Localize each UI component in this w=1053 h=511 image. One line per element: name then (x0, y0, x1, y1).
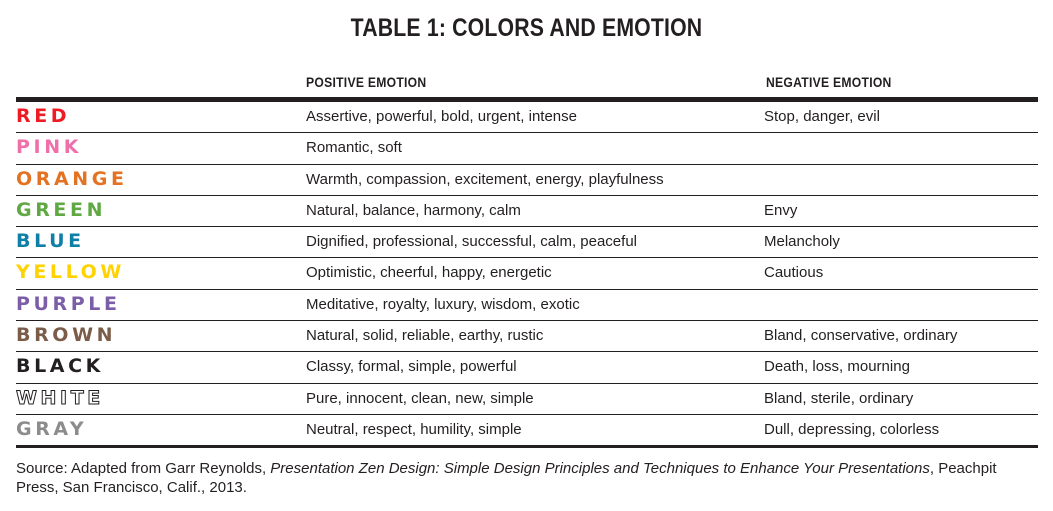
table-row-black (16, 352, 1038, 383)
color-name-green: GREEN (16, 198, 107, 221)
table-row-yellow (16, 258, 1038, 289)
table-row-green (16, 196, 1038, 227)
table-row-orange (16, 165, 1038, 196)
negative-emotion-header: NEGATIVE EMOTION (766, 75, 892, 90)
color-name-pink: PINK (16, 136, 83, 159)
color-name-red: RED (16, 105, 71, 127)
table-row-blue (16, 227, 1038, 258)
table-title: TABLE 1: COLORS AND EMOTION (350, 14, 703, 42)
color-name-black: BLACK (16, 355, 104, 378)
table-row-purple (16, 290, 1038, 321)
negative-emotion-cell: Death, loss, mourning (764, 358, 910, 376)
positive-emotion-cell: Warmth, compassion, excitement, energy, playfulness (306, 170, 664, 188)
color-name-purple: PURPLE (16, 292, 121, 315)
positive-emotion-cell: Natural, solid, reliable, earthy, rustic (306, 327, 544, 345)
positive-emotion-cell: Romantic, soft (306, 139, 402, 157)
positive-emotion-cell: Assertive, powerful, bold, urgent, intense (306, 108, 577, 125)
table-row-red (16, 102, 1038, 133)
color-name-orange: ORANGE (16, 167, 128, 190)
negative-emotion-cell: Cautious (764, 264, 824, 282)
source-prefix: Source: Adapted from Garr Reynolds, (16, 460, 271, 477)
positive-emotion-cell: Dignified, professional, successful, calm, peaceful (306, 233, 637, 251)
color-name-yellow: YELLOW (16, 261, 125, 284)
color-name-gray: GRAY (16, 417, 88, 440)
positive-emotion-cell: Classy, formal, simple, powerful (306, 358, 517, 376)
positive-emotion-cell: Optimistic, cheerful, happy, energetic (306, 264, 552, 282)
table-row-gray (16, 415, 1038, 448)
table-row-brown (16, 321, 1038, 352)
source-citation (16, 459, 1036, 497)
negative-emotion-cell: Melancholy (764, 233, 840, 251)
negative-emotion-cell: Envy (764, 201, 798, 219)
table-row-pink (16, 133, 1038, 164)
colors-emotion-table (16, 102, 1038, 448)
positive-emotion-header: POSITIVE EMOTION (306, 75, 427, 90)
negative-emotion-cell: Stop, danger, evil (764, 108, 880, 125)
color-name-white: WHITE (16, 386, 104, 409)
negative-emotion-cell: Dull, depressing, colorless (764, 420, 940, 438)
color-name-brown: BROWN (16, 324, 117, 347)
negative-emotion-cell: Bland, conservative, ordinary (764, 327, 958, 345)
source-book-title: Presentation Zen Design: Simple Design Principles and Techniques to Enhance Your Presentations (270, 460, 930, 477)
positive-emotion-cell: Meditative, royalty, luxury, wisdom, exotic (306, 295, 580, 313)
positive-emotion-cell: Natural, balance, harmony, calm (306, 201, 521, 219)
source-suffix: , Peachpit Press, San Francisco, Calif., 2013. (16, 460, 997, 496)
color-name-blue: BLUE (16, 230, 85, 253)
negative-emotion-cell: Bland, sterile, ordinary (764, 389, 914, 407)
positive-emotion-cell: Neutral, respect, humility, simple (306, 420, 522, 438)
positive-emotion-cell: Pure, innocent, clean, new, simple (306, 389, 534, 407)
table-row-white (16, 384, 1038, 415)
